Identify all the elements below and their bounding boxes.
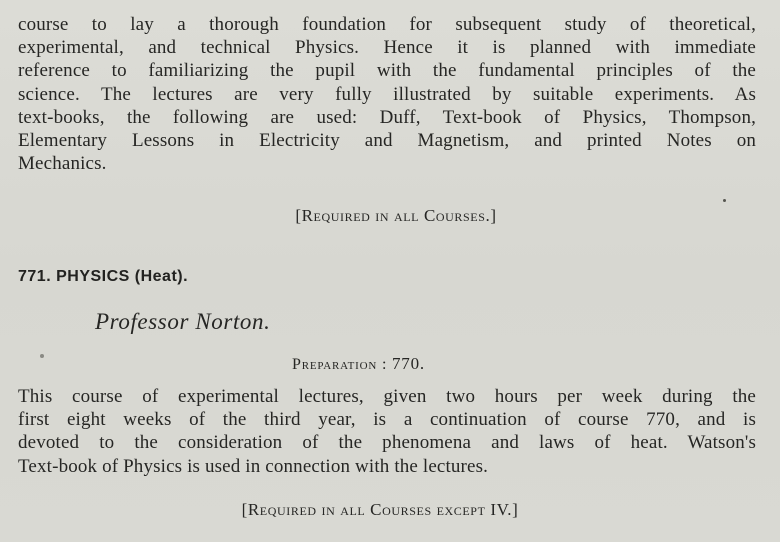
text-line: This course of experimental lectures, given two hours per week during the	[18, 386, 756, 407]
requirement-note-text: [Required in all Courses.]	[295, 206, 497, 225]
preparation-value: 770.	[392, 354, 425, 373]
text-line: first eight weeks of the third year, is a continuation of course 770, and is	[18, 409, 756, 431]
text-line: text-books, the following are used: Duff, Text-book of Physics, Thompson,	[18, 106, 756, 128]
text-line: Mechanics.	[18, 153, 107, 175]
text-line: science. The lectures are very fully illustrated by suitable experiments. As	[18, 83, 756, 105]
print-speck	[723, 199, 726, 202]
text-line: Text-book of Physics is used in connection with the lectures.	[18, 455, 489, 477]
course-heading: 771. PHYSICS (Heat).	[18, 268, 189, 285]
text-line: reference to familiarizing the pupil with the fundamental principles of the	[18, 60, 756, 82]
text-line: devoted to the consideration of the phenomena and laws of heat. Watson's	[18, 432, 756, 454]
print-speck	[40, 354, 44, 358]
text-line: course to lay a thorough foundation for subsequent study of theoretical,	[18, 14, 756, 35]
preparation-label: Preparation :	[292, 356, 388, 373]
professor-name: Professor Norton.	[95, 309, 271, 334]
text-line: experimental, and technical Physics. Hence it is planned with immediate	[18, 37, 756, 59]
text-line: Elementary Lessons in Electricity and Magnetism, and printed Notes on	[18, 130, 756, 152]
course-771-description	[18, 385, 756, 478]
requirement-note	[6, 206, 780, 226]
requirement-note	[0, 500, 770, 520]
course-770-description	[18, 13, 756, 175]
preparation-line	[292, 354, 425, 374]
requirement-note-text: [Required in all Courses except IV.]	[241, 500, 519, 519]
